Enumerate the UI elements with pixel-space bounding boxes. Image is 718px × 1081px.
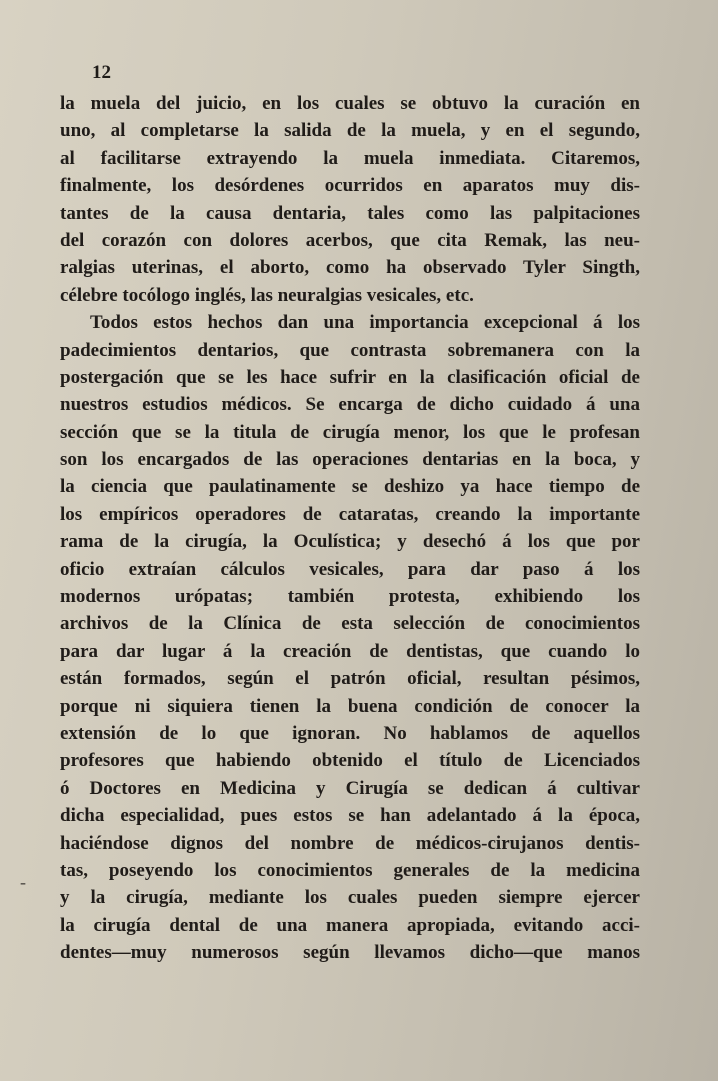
text-line: del corazón con dolores acerbos, que cita Remak, las neu- bbox=[60, 229, 640, 251]
text-line: tas, poseyendo los conocimientos generales de la medicina bbox=[60, 859, 640, 881]
text-line: extensión de lo que ignoran. No hablamos de aquellos bbox=[60, 722, 640, 744]
text-line: para dar lugar á la creación de dentistas, que cuando lo bbox=[60, 640, 640, 662]
text-line: están formados, según el patrón oficial, resultan pésimos, bbox=[60, 668, 640, 690]
margin-mark: - bbox=[20, 872, 26, 892]
text-line: los empíricos operadores de cataratas, creando la importante bbox=[60, 503, 640, 525]
text-line: profesores que habiendo obtenido el título de Licenciados bbox=[60, 750, 640, 772]
text-line: ralgias uterinas, el aborto, como ha observado Tyler Singth, bbox=[60, 257, 640, 279]
text-line: al facilitarse extrayendo la muela inmediata. Citaremos, bbox=[60, 147, 640, 169]
text-line: rama de la cirugía, la Oculística; y desechó á los que por bbox=[60, 531, 640, 553]
text-line: Todos estos hechos dan una importancia excepcional á los bbox=[90, 312, 640, 334]
text-line: dentes—muy numerosos según llevamos dicho—que manos bbox=[60, 942, 640, 964]
text-line: oficio extraían cálculos vesicales, para dar paso á los bbox=[60, 558, 640, 580]
text-line: uno, al completarse la salida de la muela, y en el segundo, bbox=[60, 120, 640, 142]
text-line: finalmente, los desórdenes ocurridos en aparatos muy dis- bbox=[60, 175, 640, 197]
text-line: padecimientos dentarios, que contrasta sobremanera con la bbox=[60, 339, 640, 361]
text-line: porque ni siquiera tienen la buena condición de conocer la bbox=[60, 695, 640, 717]
text-line: nuestros estudios médicos. Se encarga de dicho cuidado á una bbox=[60, 394, 640, 416]
text-line: y la cirugía, mediante los cuales pueden siempre ejercer bbox=[60, 887, 640, 909]
text-line: la muela del juicio, en los cuales se obtuvo la curación en bbox=[60, 93, 640, 114]
text-line: la ciencia que paulatinamente se deshizo ya hace tiempo de bbox=[60, 476, 640, 498]
text-line: son los encargados de las operaciones dentarias en la boca, y bbox=[60, 449, 640, 471]
text-line: archivos de la Clínica de esta selección de conocimientos bbox=[60, 613, 640, 635]
page-number: 12 bbox=[92, 62, 111, 83]
text-line: postergación que se les hace sufrir en la clasificación oficial de bbox=[60, 366, 640, 388]
text-line: tantes de la causa dentaria, tales como las palpitaciones bbox=[60, 202, 640, 224]
text-line: sección que se la titula de cirugía menor, los que le profesan bbox=[60, 421, 640, 443]
text-line: modernos urópatas; también protesta, exhibiendo los bbox=[60, 586, 640, 608]
text-line: la cirugía dental de una manera apropiada, evitando acci- bbox=[60, 914, 640, 936]
text-line: haciéndose dignos del nombre de médicos-cirujanos dentis- bbox=[60, 832, 640, 854]
body-text bbox=[60, 90, 640, 967]
text-line: ó Doctores en Medicina y Cirugía se dedican á cultivar bbox=[60, 777, 640, 799]
text-line: dicha especialidad, pues estos se han adelantado á la época, bbox=[60, 805, 640, 827]
text-line: célebre tocólogo inglés, las neuralgias vesicales, etc. bbox=[60, 284, 474, 306]
